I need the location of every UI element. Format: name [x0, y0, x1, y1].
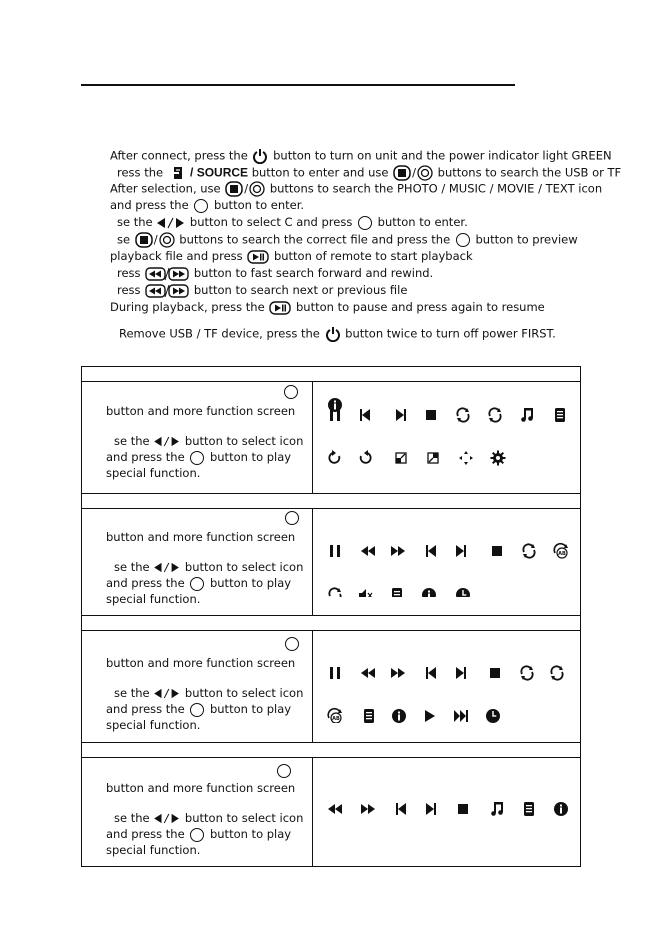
row-1-icons [327, 397, 572, 467]
left-right-arrows-icon [154, 688, 180, 699]
play-pause-button-icon [247, 250, 269, 264]
clock-icon [456, 588, 470, 597]
info-icon [392, 709, 406, 723]
row-2-icons [327, 527, 572, 597]
text-icon [555, 408, 565, 422]
table-section-band [82, 615, 580, 631]
text-icon [524, 802, 534, 816]
nav-pad-icon [393, 165, 411, 181]
dial-icon [417, 165, 433, 181]
column-divider [312, 757, 313, 866]
rewind-icon [361, 668, 375, 678]
rotate-right-icon [361, 450, 371, 463]
left-right-arrows-icon [154, 813, 180, 824]
row-3-icons [327, 653, 572, 723]
source-icon [171, 166, 185, 180]
info-icon [328, 398, 342, 412]
instruction-line-11: Remove USB / TF device, press the button twice to turn off power FIRST. [119, 326, 556, 341]
ok-button-icon [358, 216, 372, 230]
instruction-line-2: ress the / SOURCE button to enter and use / buttons to search the USB or TF [117, 165, 622, 180]
row-4-text: button and more function screen se the button to select icon and press the button to play special function. [106, 781, 304, 857]
repeat-icon [523, 544, 535, 558]
prev-icon [426, 667, 436, 679]
header-rule [81, 84, 515, 86]
ab-repeat-icon [328, 709, 342, 723]
left-right-arrows-icon [154, 562, 180, 573]
row-1-text: button and more function screen se the button to select icon and press the button to play special function. [106, 404, 304, 480]
next-icon [426, 803, 436, 815]
ok-button-icon [277, 764, 291, 778]
text-icon [392, 588, 402, 597]
stop-icon [458, 804, 468, 814]
instruction-line-7: playback file and press button of remote to start playback [110, 249, 473, 263]
music-icon [491, 802, 503, 816]
ok-button-icon [190, 703, 204, 717]
left-right-arrows-icon [157, 217, 185, 229]
ok-button-icon [284, 385, 298, 399]
row-3-text: button and more function screen se the button to select icon and press the button to play special function. [106, 656, 304, 732]
dial-icon [249, 181, 265, 197]
table-section-band [82, 493, 580, 509]
info-icon [554, 802, 568, 816]
rewind-forward-buttons-icon [145, 267, 189, 281]
nav-pad-icon [225, 181, 243, 197]
clock-icon [486, 709, 500, 723]
function-table [81, 366, 581, 867]
play-pause-button-icon [269, 301, 291, 315]
instruction-line-5: se the button to select C and press button to enter. [117, 215, 468, 229]
ab-repeat-icon [554, 544, 568, 558]
power-icon [325, 326, 341, 342]
stop-icon [426, 410, 436, 420]
left-right-arrows-icon [154, 436, 180, 447]
repeat-icon [521, 666, 533, 680]
prev-next-buttons-icon [145, 284, 189, 298]
nav-pad-icon [135, 232, 153, 248]
pause-icon [330, 667, 340, 679]
next-icon [396, 409, 406, 421]
svg-text:AB: AB [558, 551, 566, 557]
instruction-line-1: After connect, press the button to turn on unit and the power indicator light GREEN [110, 148, 612, 163]
next-icon [456, 667, 466, 679]
settings-icon [491, 451, 506, 466]
ok-button-icon [194, 199, 208, 213]
fast-forward-icon [391, 668, 405, 678]
move-icon [459, 451, 473, 465]
slow-forward-icon [425, 710, 435, 722]
stop-icon [490, 668, 500, 678]
zoom-in-icon [396, 453, 406, 463]
info-icon [422, 588, 436, 597]
next-icon [456, 545, 466, 557]
ok-button-icon [285, 637, 299, 651]
pause-icon [330, 545, 340, 557]
ok-button-icon [285, 511, 299, 525]
instruction-line-6: se / buttons to search the correct file and press the button to preview [117, 232, 578, 247]
repeat-one-icon [551, 666, 563, 680]
row-2-text: button and more function screen se the button to select icon and press the button to play special function. [106, 530, 304, 606]
zoom-out-icon [428, 453, 438, 463]
rotate-left-icon [329, 450, 339, 463]
rewind-icon [361, 546, 375, 556]
text-icon [364, 709, 374, 723]
rewind-icon [328, 804, 342, 814]
instruction-line-8: ress button to fast search forward and rewind. [117, 266, 434, 280]
column-divider [312, 508, 313, 615]
instruction-line-10: During playback, press the button to pause and press again to resume [110, 300, 545, 314]
svg-text:AB: AB [332, 716, 340, 722]
table-header-band [82, 367, 580, 382]
instruction-line-3: After selection, use / buttons to search the PHOTO / MUSIC / MOVIE / TEXT icon [110, 181, 603, 196]
instruction-line-9: ress button to search next or previous file [117, 283, 408, 297]
prev-icon [426, 545, 436, 557]
prev-icon [360, 409, 370, 421]
fast-forward-icon [391, 546, 405, 556]
step-forward-icon [454, 710, 468, 722]
ok-button-icon [456, 233, 470, 247]
dial-icon [159, 232, 175, 248]
fast-forward-icon [361, 804, 375, 814]
instruction-line-4: and press the button to enter. [110, 198, 305, 212]
column-divider [312, 382, 313, 494]
ok-button-icon [190, 451, 204, 465]
ok-button-icon [190, 577, 204, 591]
table-section-band [82, 742, 580, 758]
repeat-one-icon [489, 408, 501, 422]
music-icon [521, 408, 533, 422]
prev-icon [396, 803, 406, 815]
mute-icon [359, 589, 372, 597]
stop-icon [492, 546, 502, 556]
repeat-all-icon [329, 588, 341, 597]
column-divider [312, 630, 313, 743]
row-4-icons [327, 792, 572, 832]
ok-button-icon [190, 828, 204, 842]
repeat-icon [457, 408, 469, 422]
power-icon [252, 148, 268, 164]
